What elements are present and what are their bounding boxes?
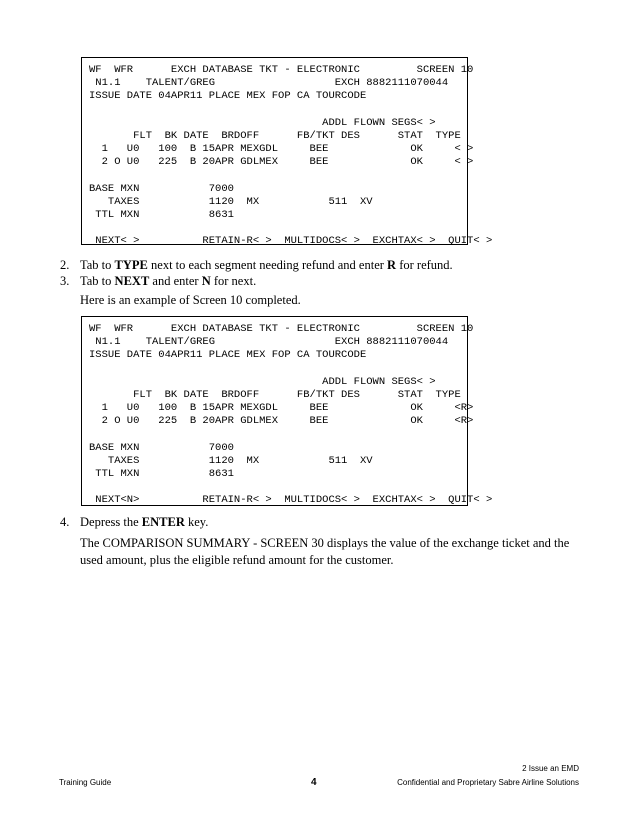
terminal-line: 1 U0 100 B 15APR MEXGDL BEE OK < >: [89, 143, 474, 156]
terminal-screen-example-1: [81, 57, 493, 248]
terminal-line: [89, 363, 467, 376]
footer-section: 2 Issue an EMD: [522, 764, 579, 773]
terminal-line: NEXT<N> RETAIN-R< > MULTIDOCS< > EXCHTAX< > QUIT< >: [89, 494, 493, 507]
footer-right: Confidential and Proprietary Sabre Airline Solutions: [397, 778, 579, 787]
terminal-line: TTL MXN 8631: [89, 468, 234, 481]
terminal-line: [89, 104, 467, 117]
terminal-line: [89, 170, 467, 183]
terminal-line: N1.1 TALENT/GREG EXCH 8882111070044: [89, 77, 449, 90]
terminal-line: TTL MXN 8631: [89, 209, 234, 222]
terminal-line: TAXES 1120 MX 511 XV: [89, 195, 373, 208]
terminal-line: FLT BK DATE BRDOFF FB/TKT DES STAT TYPE: [89, 388, 461, 401]
terminal-line: ADDL FLOWN SEGS< >: [89, 375, 436, 388]
terminal-line: 2 O U0 225 B 20APR GDLMEX BEE OK <R>: [89, 415, 474, 428]
terminal-line: ADDL FLOWN SEGS< >: [89, 116, 436, 129]
terminal-line: 2 O U0 225 B 20APR GDLMEX BEE OK < >: [89, 156, 474, 169]
terminal-line: N1.1 TALENT/GREG EXCH 8882111070044: [89, 336, 449, 349]
terminal-line: ISSUE DATE 04APR11 PLACE MEX FOP CA TOURCODE: [89, 349, 367, 362]
terminal-screen-example-2: [81, 316, 493, 507]
terminal-line: NEXT< > RETAIN-R< > MULTIDOCS< > EXCHTAX< > QUIT< >: [89, 235, 493, 248]
terminal-line: [89, 429, 467, 442]
terminal-line: [89, 222, 467, 235]
step-3: 3. Tab to NEXT and enter N for next.: [60, 274, 257, 288]
example-intro: Here is an example of Screen 10 completed.: [80, 293, 301, 307]
terminal-line: FLT BK DATE BRDOFF FB/TKT DES STAT TYPE: [89, 129, 461, 142]
step-4: 4. Depress the ENTER key.: [60, 515, 209, 529]
terminal-line: BASE MXN 7000: [89, 182, 234, 195]
terminal-line: TAXES 1120 MX 511 XV: [89, 454, 373, 467]
closing-paragraph: The COMPARISON SUMMARY - SCREEN 30 displays the value of the exchange ticket and the used amount, plus the eligible refund amount for the customer.: [80, 536, 570, 567]
page-number: 4: [311, 777, 317, 788]
footer-left: Training Guide: [59, 778, 112, 787]
terminal-line: 1 U0 100 B 15APR MEXGDL BEE OK <R>: [89, 402, 474, 415]
terminal-line: ISSUE DATE 04APR11 PLACE MEX FOP CA TOURCODE: [89, 90, 367, 103]
step-2: 2. Tab to TYPE next to each segment needing refund and enter R for refund.: [60, 258, 453, 272]
terminal-line: BASE MXN 7000: [89, 441, 234, 454]
terminal-line: WF WFR EXCH DATABASE TKT - ELECTRONIC SCREEN 10: [89, 323, 474, 335]
terminal-line: WF WFR EXCH DATABASE TKT - ELECTRONIC SCREEN 10: [89, 64, 474, 76]
terminal-line: [89, 481, 467, 494]
